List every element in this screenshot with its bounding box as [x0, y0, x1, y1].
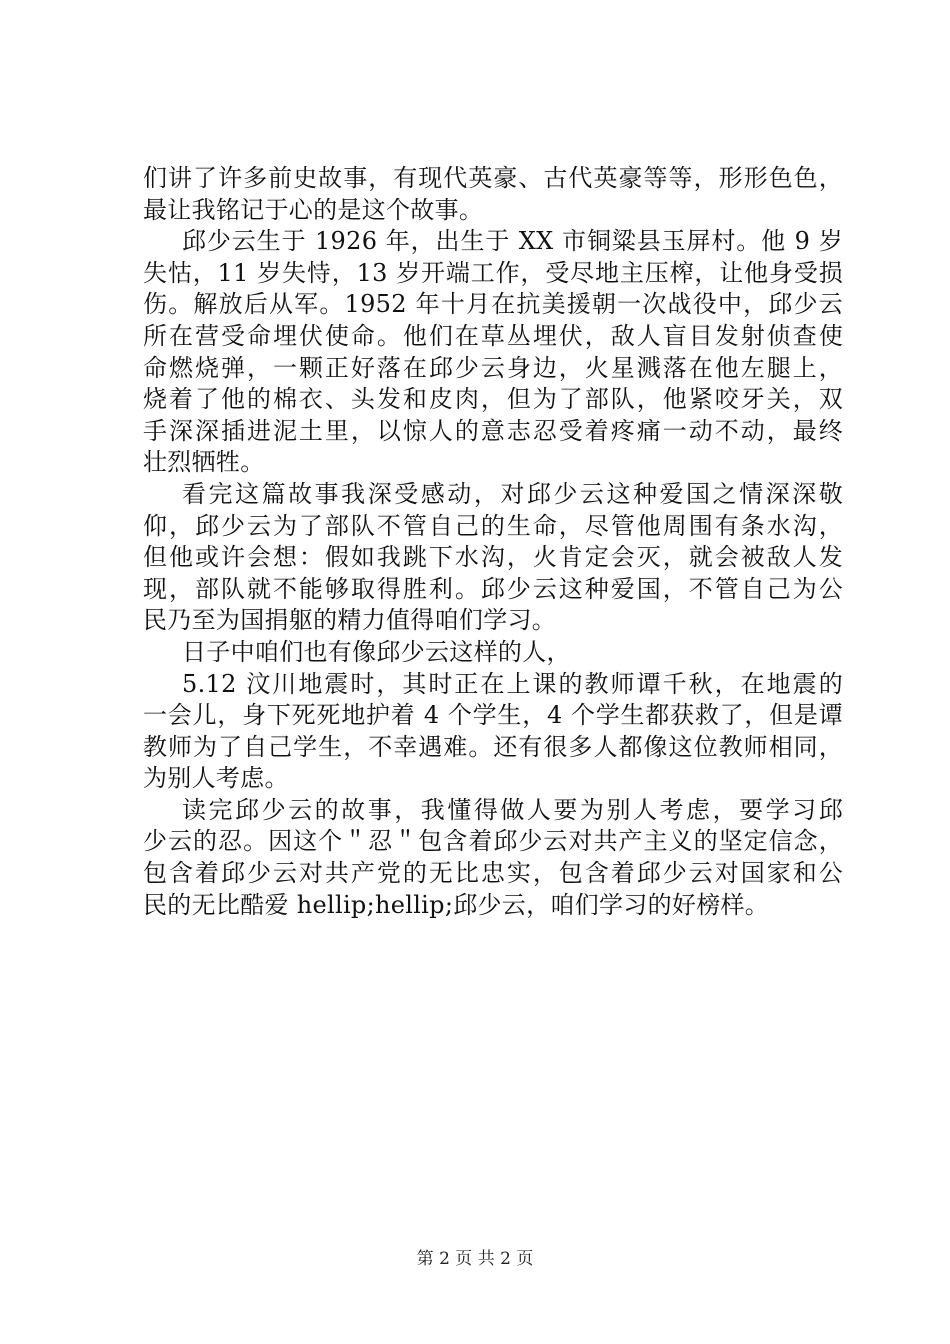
- text-line: 邱少云生于 1926 年，出生于 XX 市铜粱县玉屏村。他 9 岁: [182, 227, 843, 256]
- text-line: 一会儿，身下死死地护着 4 个学生，4 个学生都获救了，但是谭: [143, 701, 843, 730]
- text-line: 现，部队就不能够取得胜利。邱少云这种爱国，不管自己为公: [143, 574, 843, 603]
- text-line: 为别人考虑。: [143, 764, 289, 793]
- text-line: 教师为了自己学生，不幸遇难。还有很多人都像这位教师相同，: [143, 732, 843, 761]
- text-line: 包含着邱少云对共产党的无比忠实，包含着邱少云对国家和公: [143, 859, 843, 888]
- text-line: 所在营受命埋伏使命。他们在草丛埋伏，敌人盲目发射侦查使: [143, 321, 843, 350]
- text-line: 最让我铭记于心的是这个故事。: [143, 195, 484, 224]
- text-line: 5.12 汶川地震时，其时正在上课的教师谭千秋，在地震的: [182, 669, 843, 698]
- text-line: 伤。解放后从军。1952 年十月在抗美援朝一次战役中，邱少云: [143, 290, 843, 319]
- text-line: 们讲了许多前史故事，有现代英豪、古代英豪等等，形形色色，: [143, 164, 843, 192]
- paragraph: [143, 163, 843, 226]
- text-line: 命燃烧弹，一颗正好落在邱少云身边，火星溅落在他左腿上，: [143, 353, 843, 382]
- paragraph: [143, 479, 843, 637]
- text-line: 民的无比酷爱 hellip;hellip;邱少云，咱们学习的好榜样。: [143, 890, 770, 919]
- text-line: 失怙，11 岁失恃，13 岁开端工作，受尽地主压榨，让他身受损: [143, 258, 843, 287]
- text-line: 但他或许会想：假如我跳下水沟，火肯定会灭，就会被敌人发: [143, 543, 843, 572]
- paragraph: [143, 795, 843, 921]
- paragraph: [143, 226, 843, 479]
- text-line: 手深深插进泥土里，以惊人的意志忍受着疼痛一动不动，最终: [143, 416, 843, 445]
- text-line: 日子中咱们也有像邱少云这样的人，: [182, 637, 571, 666]
- text-line: 烧着了他的棉衣、头发和皮肉，但为了部队，他紧咬牙关，双: [143, 385, 843, 414]
- text-line: 仰，邱少云为了部队不管自己的生命，尽管他周围有条水沟，: [143, 511, 843, 540]
- paragraph: [143, 637, 843, 669]
- text-line: 少云的忍。因这个＂忍＂包含着邱少云对共产主义的坚定信念，: [143, 827, 843, 856]
- text-line: 民乃至为国捐躯的精力值得咱们学习。: [143, 606, 557, 635]
- text-line: 壮烈牺牲。: [143, 448, 265, 477]
- document-body: [143, 163, 843, 921]
- paragraph: [143, 669, 843, 795]
- page-footer: 第 2 页 共 2 页: [416, 1249, 534, 1269]
- text-line: 读完邱少云的故事，我懂得做人要为别人考虑，要学习邱: [182, 795, 843, 824]
- text-line: 看完这篇故事我深受感动，对邱少云这种爱国之情深深敬: [182, 479, 843, 508]
